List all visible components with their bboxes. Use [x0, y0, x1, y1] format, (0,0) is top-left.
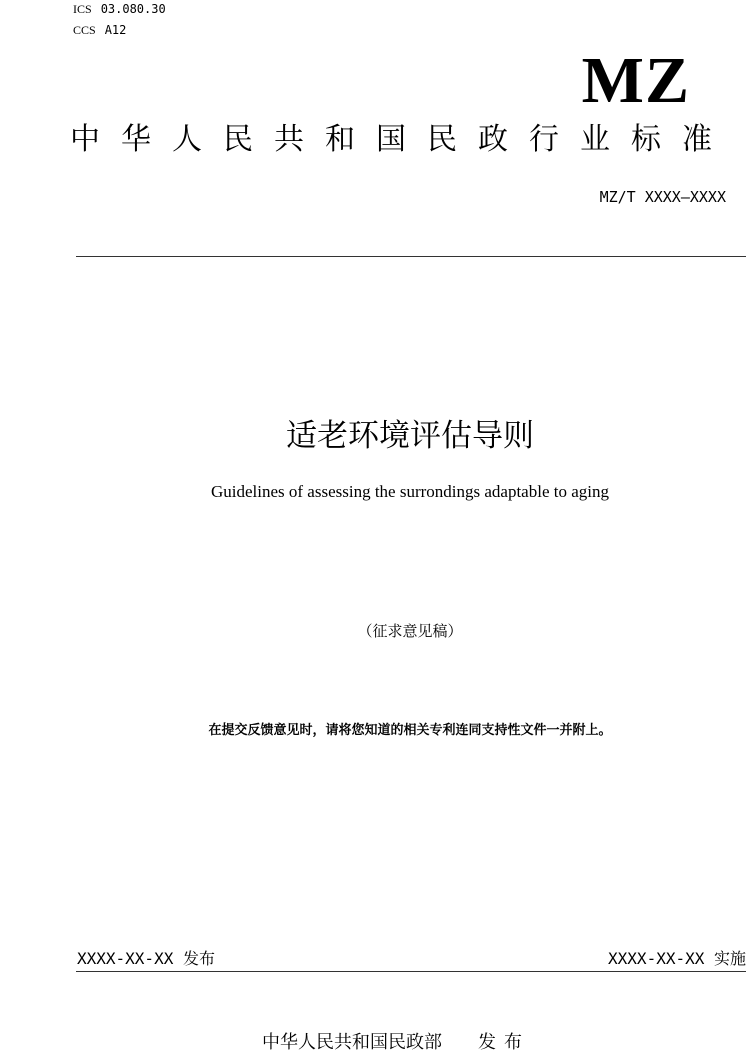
- standard-category: 中华人民共和国民政行业标准: [70, 122, 733, 157]
- issuer-org: 中华人民共和国民政部: [262, 1032, 442, 1053]
- implementation-date: XXXX-XX-XX 实施: [608, 949, 746, 968]
- issue-date: XXXX-XX-XX 发布: [77, 949, 215, 968]
- footer-divider: [76, 971, 746, 972]
- ccs-line: [73, 23, 126, 37]
- ccs-code: A12: [104, 23, 127, 37]
- ccs-label: CCS: [73, 23, 96, 37]
- mz-logo: MZ: [581, 44, 690, 117]
- document-title-zh: 适老环境评估导则: [286, 418, 534, 454]
- header-divider: [76, 256, 746, 257]
- issuer-action: 发布: [478, 1032, 530, 1053]
- ics-label: ICS: [73, 2, 92, 16]
- draft-status-note: （征求意见稿）: [357, 624, 463, 640]
- ics-code: 03.080.30: [100, 2, 166, 16]
- issuer-line: [262, 1028, 530, 1054]
- document-title-en: Guidelines of assessing the surrondings adaptable to aging: [210, 482, 609, 501]
- ics-line: [73, 2, 166, 16]
- patent-notice: 在提交反馈意见时，请将您知道的相关专利连同支持性文件一并附上。: [208, 723, 612, 738]
- standard-number: MZ/T XXXX—XXXX: [599, 188, 726, 206]
